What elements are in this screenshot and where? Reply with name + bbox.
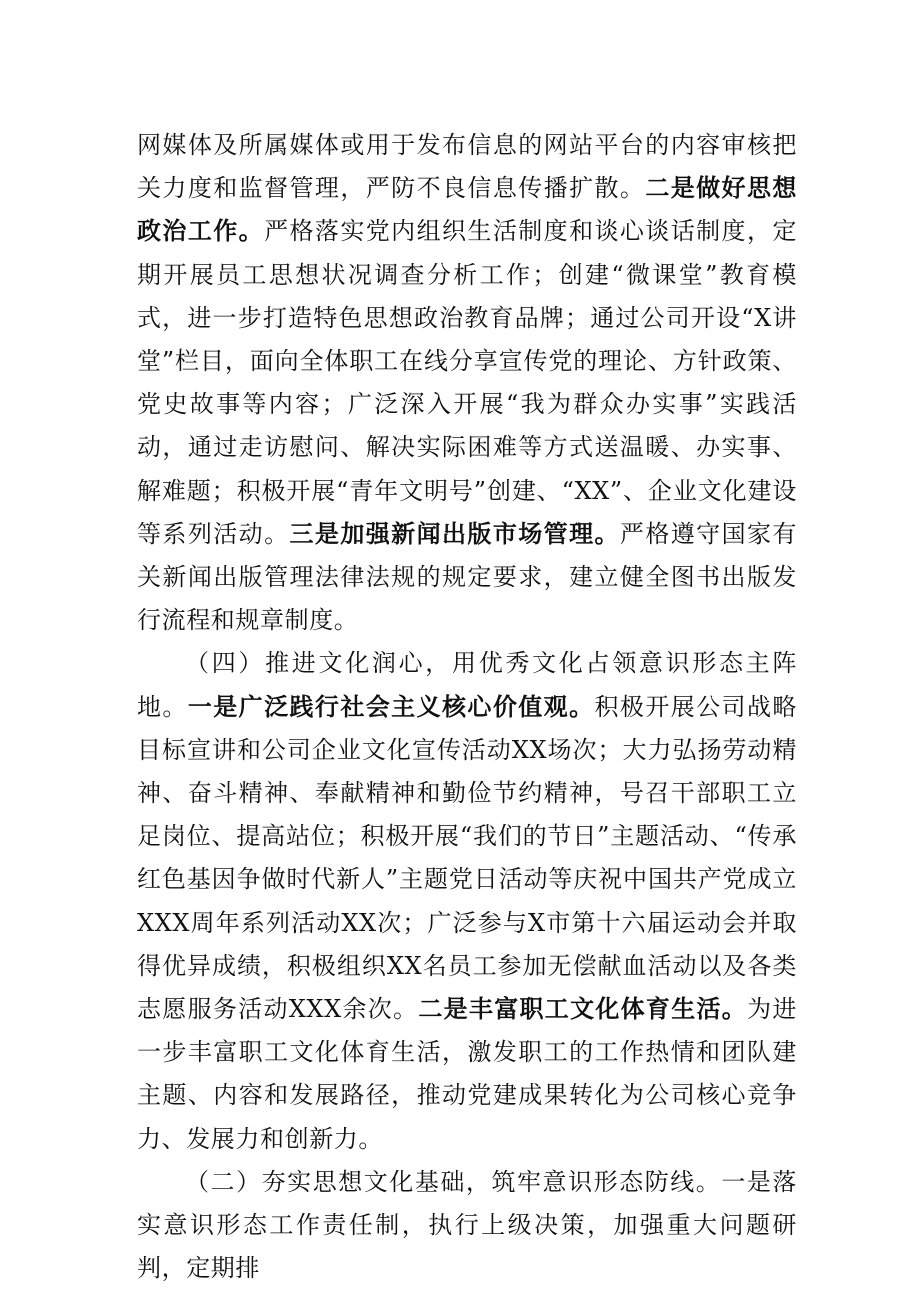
text-run: 严格落实党内组织生活制度和谈心谈话制度，定期开展员工思想状况调查分析工作；创建“微课堂”教育模式，进一步打造特色思想政治教育品牌；通过公司开设“X讲堂”栏目，面向全体职工在线分享宣传党的理论、方针政策、党史故事等内容；广泛深入开展“我为群众办实事”实践活动，通过走访慰问、解决实际困难等方式送温暖、办实事、解难题；积极开展“青年文明号”创建、“XX”、企业文化建设等系列活动。 bbox=[137, 217, 797, 548]
text-run: 严格遵守国家有关新闻出版管理法律法规的规定要求，建立健全图书出版发行流程和规章制度。 bbox=[137, 519, 797, 635]
text-run: 网媒体及所属媒体或用于发布信息的网站平台的内容审核把关力度和监督管理，严防不良信息传播扩散。 bbox=[137, 131, 797, 203]
text-run: 积极开展公司战略目标宣讲和公司企业文化宣传活动XX场次；大力弘扬劳动精神、奋斗精神、奉献精神和勤俭节约精神，号召干部职工立足岗位、提高站位；积极开展“我们的节日”主题活动、“传承红色基因争做时代新人”主题党日活动等庆祝中国共产党成立XXX周年系列活动XX次；广泛参与X市第十六届运动会并取得优异成绩，积极组织XX名员工参加无偿献血活动以及各类志愿服务活动XXX余次。 bbox=[137, 692, 797, 1024]
body-text bbox=[137, 124, 797, 1290]
bold-heading-run: 一是广泛践行社会主义核心价值观。 bbox=[187, 692, 595, 721]
bold-heading-run: 三是加强新闻出版市场管理。 bbox=[289, 519, 620, 548]
text-run: （二）夯实思想文化基础，筑牢意识形态防线。一是落实意识形态工作责任制，执行上级决策，加强重大问题研判，定期排 bbox=[137, 1167, 797, 1283]
text-run: 为进一步丰富职工文化体育生活，激发职工的工作热情和团队建主题、内容和发展路径，推动党建成果转化为公司核心竞争力、发展力和创新力。 bbox=[137, 995, 797, 1153]
paragraph-section-two bbox=[137, 1161, 797, 1291]
paragraph-section-four bbox=[137, 642, 797, 1160]
bold-heading-run: 二是丰富职工文化体育生活。 bbox=[418, 995, 748, 1024]
text-run: （四）推进文化润心，用优秀文化占领意识形态主阵地。 bbox=[137, 649, 797, 721]
bold-heading-run: 二是做好思想政治工作。 bbox=[137, 174, 797, 246]
paragraph-continuation bbox=[137, 124, 797, 642]
